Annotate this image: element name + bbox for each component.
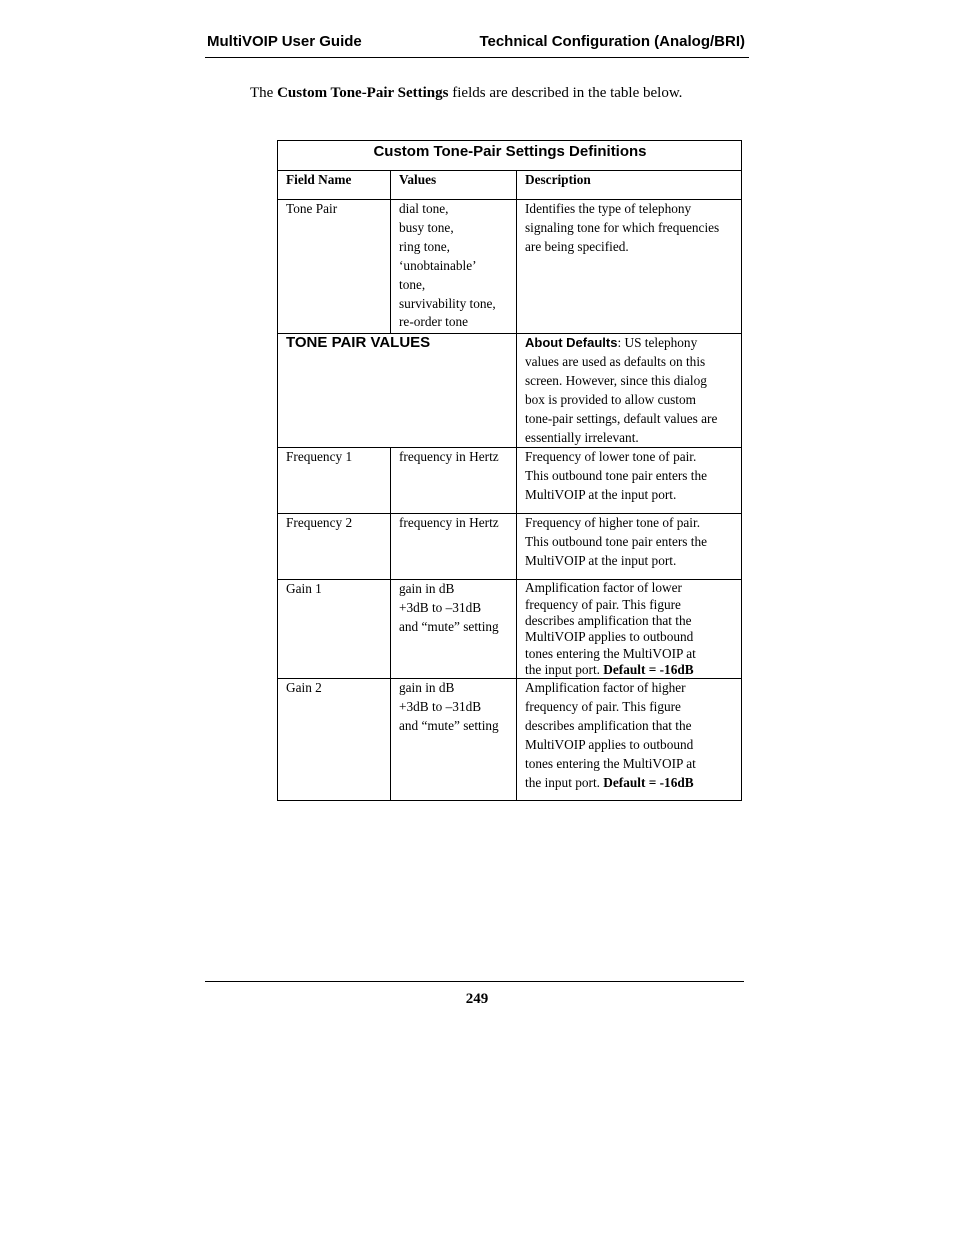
description-line: Amplification factor of lower bbox=[525, 580, 682, 596]
description-cell bbox=[517, 448, 742, 514]
description-line: frequency of pair. This figure bbox=[525, 596, 681, 612]
value-line: busy tone, bbox=[399, 219, 454, 235]
column-header-values: Values bbox=[391, 171, 517, 200]
description-line-text: the input port. bbox=[525, 774, 604, 790]
about-defaults-cell bbox=[517, 334, 742, 448]
table-caption: Custom Tone-Pair Settings Definitions bbox=[278, 141, 742, 171]
intro-bold-term: Custom Tone-Pair Settings bbox=[277, 85, 449, 101]
value-line: ‘unobtainable’ bbox=[399, 257, 477, 273]
about-defaults-label: About Defaults bbox=[525, 335, 618, 350]
value-line: dial tone, bbox=[399, 201, 449, 216]
field-name-cell: Gain 1 bbox=[278, 580, 391, 679]
field-name-cell: Gain 2 bbox=[278, 679, 391, 801]
description-line: tones entering the MultiVOIP at bbox=[525, 645, 696, 661]
page-number: 249 bbox=[465, 991, 489, 1007]
section-label: TONE PAIR VALUES bbox=[278, 334, 517, 448]
description-line: MultiVOIP applies to outbound bbox=[525, 736, 694, 752]
description-line: box is provided to allow custom bbox=[525, 391, 696, 407]
description-line-text: the input port. bbox=[525, 661, 604, 677]
description-line: MultiVOIP at the input port. bbox=[525, 487, 677, 503]
section-row bbox=[278, 334, 742, 448]
values-cell: frequency in Hertz bbox=[391, 514, 517, 580]
value-line: and “mute” setting bbox=[399, 619, 499, 635]
value-line: survivability tone, bbox=[399, 295, 496, 311]
field-name-cell: Tone Pair bbox=[278, 200, 391, 334]
description-line: tone-pair settings, default values are bbox=[525, 410, 718, 426]
description-line: MultiVOIP applies to outbound bbox=[525, 629, 694, 645]
about-defaults-first-line bbox=[525, 334, 734, 353]
table-row bbox=[278, 679, 742, 801]
description-cell bbox=[517, 200, 742, 334]
description-cell bbox=[517, 679, 742, 801]
header-rule bbox=[205, 57, 749, 58]
value-line: and “mute” setting bbox=[399, 718, 499, 734]
description-line: MultiVOIP at the input port. bbox=[525, 553, 677, 569]
table-row bbox=[278, 580, 742, 679]
description-line: values are used as defaults on this bbox=[525, 353, 706, 369]
description-line: Identifies the type of telephony bbox=[525, 201, 692, 216]
description-line: describes amplification that the bbox=[525, 718, 692, 734]
value-line: tone, bbox=[399, 276, 426, 292]
intro-before: The bbox=[250, 85, 278, 101]
definitions-table bbox=[277, 140, 742, 801]
description-line: describes amplification that the bbox=[525, 613, 692, 629]
description-line bbox=[525, 774, 734, 793]
values-cell bbox=[391, 200, 517, 334]
field-name-cell: Frequency 1 bbox=[278, 448, 391, 514]
values-cell: frequency in Hertz bbox=[391, 448, 517, 514]
description-line: tones entering the MultiVOIP at bbox=[525, 755, 696, 771]
value-line: gain in dB bbox=[399, 680, 455, 696]
description-line: are being specified. bbox=[525, 238, 629, 254]
table-header-row bbox=[278, 171, 742, 200]
table-caption-row bbox=[278, 141, 742, 171]
running-header-section: Technical Configuration (Analog/BRI) bbox=[479, 33, 745, 50]
footer-rule bbox=[205, 981, 744, 982]
description-line: signaling tone for which frequencies bbox=[525, 219, 720, 235]
description-line: Frequency of lower tone of pair. bbox=[525, 449, 697, 465]
default-value: Default = -16dB bbox=[603, 661, 694, 677]
column-header-field-name: Field Name bbox=[278, 171, 391, 200]
table-row bbox=[278, 200, 742, 334]
table-row bbox=[278, 448, 742, 514]
values-cell bbox=[391, 679, 517, 801]
default-value: Default = -16dB bbox=[603, 774, 694, 790]
table-row bbox=[278, 514, 742, 580]
value-line: ring tone, bbox=[399, 238, 450, 254]
value-line: re-order tone bbox=[399, 314, 469, 330]
description-line: This outbound tone pair enters the bbox=[525, 534, 708, 550]
description-cell bbox=[517, 580, 742, 679]
description-cell bbox=[517, 514, 742, 580]
description-line: Amplification factor of higher bbox=[525, 680, 686, 696]
values-cell bbox=[391, 580, 517, 679]
value-line: +3dB to –31dB bbox=[399, 699, 482, 715]
field-name-cell: Frequency 2 bbox=[278, 514, 391, 580]
description-line: This outbound tone pair enters the bbox=[525, 468, 708, 484]
description-line: Frequency of higher tone of pair. bbox=[525, 515, 701, 531]
intro-after: fields are described in the table below. bbox=[448, 85, 683, 101]
column-header-description: Description bbox=[517, 171, 742, 200]
running-header-title: MultiVOIP User Guide bbox=[207, 33, 362, 50]
value-line: gain in dB bbox=[399, 581, 455, 597]
description-line: essentially irrelevant. bbox=[525, 429, 639, 445]
about-defaults-lead: : US telephony bbox=[617, 335, 698, 350]
description-line: screen. However, since this dialog bbox=[525, 372, 707, 388]
intro-paragraph bbox=[250, 85, 682, 102]
value-line: +3dB to –31dB bbox=[399, 600, 482, 616]
description-line bbox=[525, 662, 734, 678]
description-line: frequency of pair. This figure bbox=[525, 699, 681, 715]
